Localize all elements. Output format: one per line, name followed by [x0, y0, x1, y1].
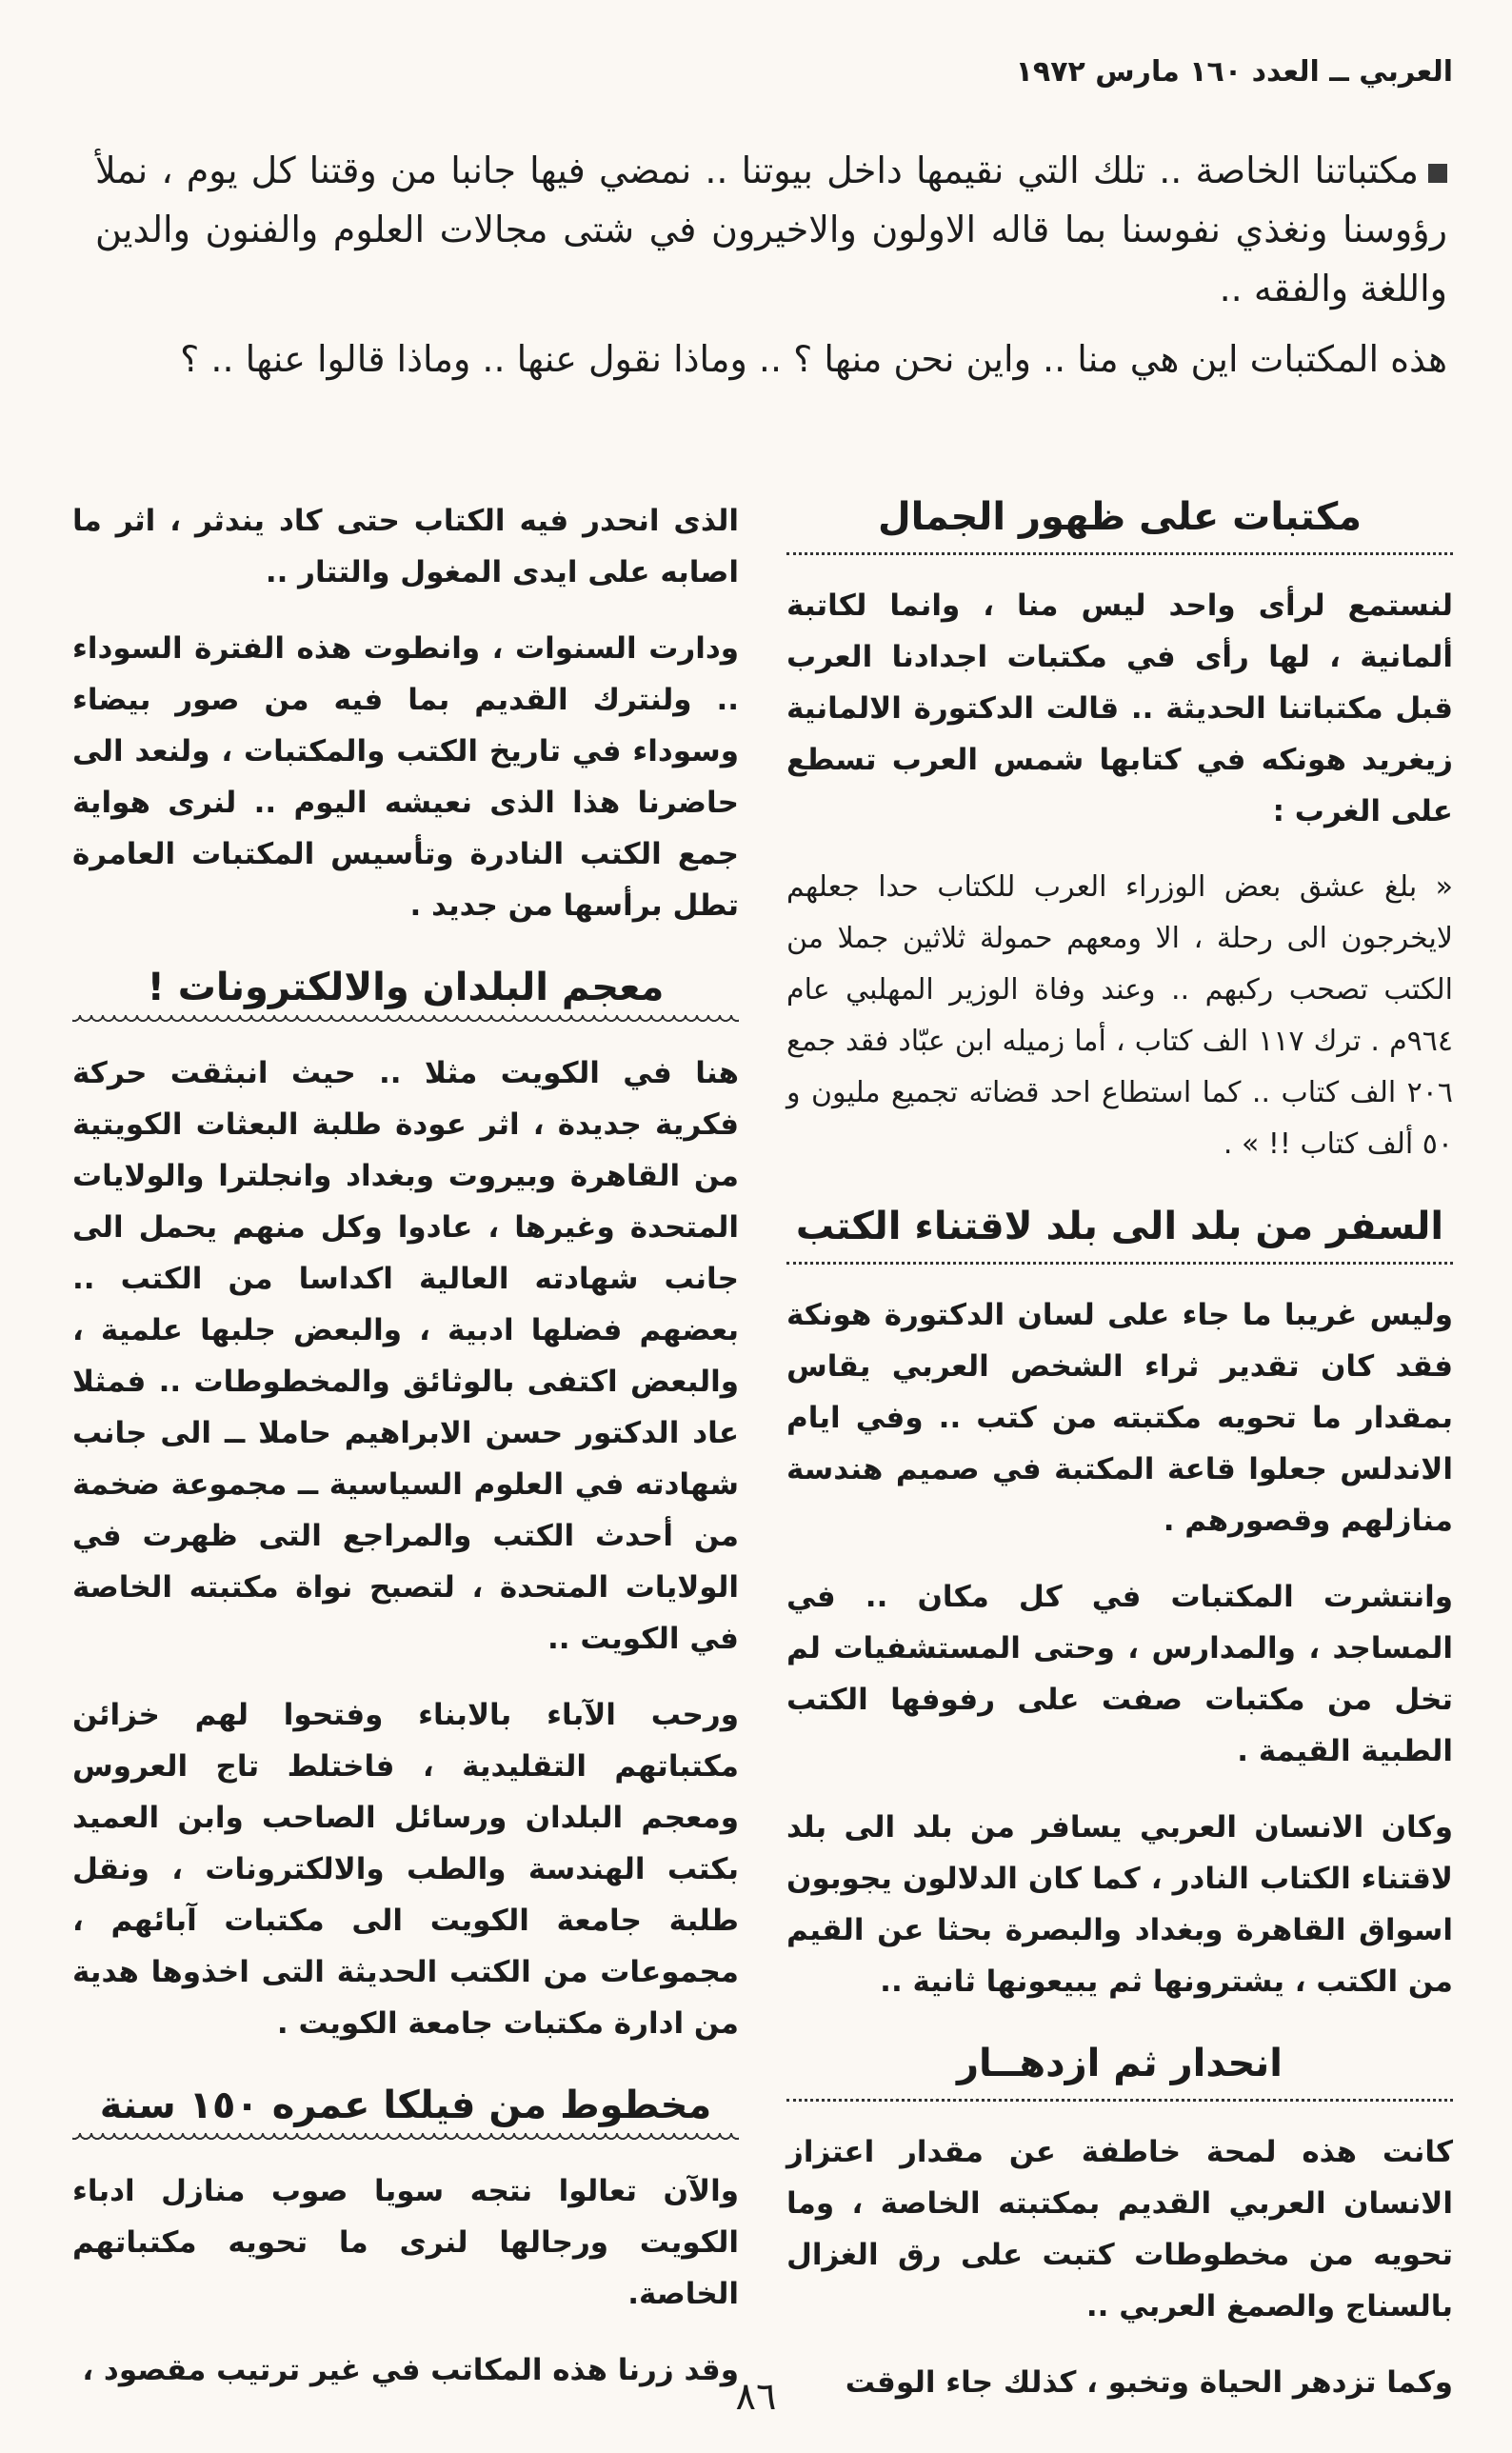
paragraph: كانت هذه لمحة خاطفة عن مقدار اعتزاز الانسان العربي القديم بمكتبته الخاصة ، وما تحويه من مخطوطات كتبت على رق الغزال بالسناج والصمغ العربي ..	[786, 2135, 1453, 2323]
paragraph: وانتشرت المكتبات في كل مكان .. في المساجد ، والمدارس ، وحتى المستشفيات لم تخل من مكتبات صفت على رفوفها الكتب الطبية القيمة .	[786, 1580, 1453, 1768]
quote-paragraph: « بلغ عشق بعض الوزراء العرب للكتاب حدا جعلهم لايخرجون الى رحلة ، الا ومعهم حمولة ثلاثين جملا من الكتب تصحب ركبهم .. وعند وفاة الوزير المهلبي عام ٩٦٤م . ترك ١١٧ الف كتاب ، أما زميله ابن عبّاد فقد جمع ٢٠٦ الف كتاب .. كما استطاع احد قضاته تجميع مليون و ٥٠ ألف كتاب !! » .	[786, 870, 1453, 1161]
section-title: مخطوط من فيلكا عمره ١٥٠ سنة	[72, 2084, 739, 2141]
paragraph: لنستمع لرأى واحد ليس منا ، وانما لكاتبة ألمانية ، لها رأى في مكتبات اجدادنا العرب قبل مكتباتنا الحديثة .. قالت الدكتورة الالمانية زيغريد هونكه في كتابها شمس العرب تسطع على الغرب :	[786, 588, 1453, 828]
paragraph: وكما تزدهر الحياة وتخبو ، كذلك جاء الوقت	[845, 2365, 1453, 2400]
paragraph: وليس غريبا ما جاء على لسان الدكتورة هونكة فقد كان تقدير ثراء الشخص العربي يقاس بمقدار ما تحويه مكتبته من كتب .. وفي ايام الاندلس جعلوا قاعة المكتبة في صميم هندسة منازلهم وقصورهم .	[786, 1298, 1453, 1538]
paragraph: الذى انحدر فيه الكتاب حتى كاد يندثر ، اثر ما اصابه على ايدى المغول والتتار ..	[72, 504, 739, 589]
page-number: ٨٦	[735, 2375, 777, 2419]
intro-paragraph-2: هذه المكتبات اين هي منا .. واين نحن منها ؟ .. وماذا نقول عنها .. وماذا قالوا عنها .. ؟	[180, 338, 1447, 380]
paragraph: ورحب الآباء بالابناء وفتحوا لهم خزائن مكتباتهم التقليدية ، فاختلط تاج العروس ومعجم البلدان ورسائل الصاحب وابن العميد بكتب الهندسة والطب والالكترونات ، ونقل طلبة جامعة الكويت الى مكتبات آبائهم ، مجموعات من الكتب الحديثة التى اخذوها هدية من ادارة مكتبات جامعة الكويت .	[72, 1698, 739, 2041]
intro-text-1: مكتباتنا الخاصة .. تلك التي نقيمها داخل بيوتنا .. نمضي فيها جانبا من وقتنا كل يوم ، نملأ رؤوسنا ونغذي نفوسنا بما قاله الاولون والاخيرون في شتى مجالات العلوم والفنون والدين واللغة والفقه ..	[95, 150, 1447, 309]
section-title: انحدار ثم ازدهــار	[786, 2042, 1453, 2102]
running-header: العربي ــ العدد ١٦٠ مارس ١٩٧٢	[1015, 55, 1453, 89]
section-continued	[72, 495, 739, 931]
paragraph: هنا في الكويت مثلا .. حيث انبثقت حركة فكرية جديدة ، اثر عودة طلبة البعثات الكويتية من القاهرة وبيروت وبغداد وانجلترا والولايات المتحدة وغيرها ، عادوا وكل منهم يحمل الى جانب شهادته العالية اكداسا من الكتب .. بعضهم فضلها ادبية ، والبعض جلبها علمية ، والبعض اكتفى بالوثائق والمخطوطات .. فمثلا عاد الدكتور حسن الابراهيم حاملا ــ الى جانب شهادته في العلوم السياسية ــ مجموعة ضخمة من أحدث الكتب والمراجع التى ظهرت في الولايات المتحدة ، لتصبح نواة مكتبته الخاصة في الكويت ..	[72, 1056, 739, 1656]
section-libraries-on-camels	[786, 495, 1453, 1170]
section-title: مكتبات على ظهور الجمال	[786, 495, 1453, 555]
section-title: معجم البلدان والالكترونات !	[72, 966, 739, 1023]
section-failaka-manuscript	[72, 2084, 739, 2396]
paragraph: وقد زرنا هذه المكاتب في غير ترتيب مقصود ،	[82, 2353, 739, 2387]
section-dictionary-and-electronics	[72, 966, 739, 2049]
paragraph: وكان الانسان العربي يسافر من بلد الى بلد لاقتناء الكتاب النادر ، كما كان الدلالون يجوبون اسواق القاهرة وبغداد والبصرة بحثا عن القيم من الكتب ، يشترونها ثم يبيعونها ثانية ..	[786, 1810, 1453, 1999]
section-travel-for-books	[786, 1205, 1453, 2007]
intro-block	[95, 141, 1447, 400]
section-decline-then-prosperity	[786, 2042, 1453, 2408]
paragraph: ودارت السنوات ، وانطوت هذه الفترة السوداء .. ولنترك القديم بما فيه من صور بيضاء وسوداء في تاريخ الكتب والمكتبات ، ولنعد الى حاضرنا هذا الذى نعيشه اليوم .. لنرى هواية جمع الكتب النادرة وتأسيس المكتبات العامرة تطل برأسها من جديد .	[72, 631, 739, 923]
intro-paragraph-1	[95, 141, 1447, 318]
bullet-square-icon	[1428, 164, 1447, 183]
paragraph: والآن تعالوا نتجه سويا صوب منازل ادباء الكويت ورجالها لنرى ما تحويه مكتباتهم الخاصة.	[72, 2174, 739, 2311]
right-column	[786, 495, 1453, 2443]
section-title: السفر من بلد الى بلد لاقتناء الكتب	[786, 1205, 1453, 1265]
left-column	[72, 495, 739, 2430]
